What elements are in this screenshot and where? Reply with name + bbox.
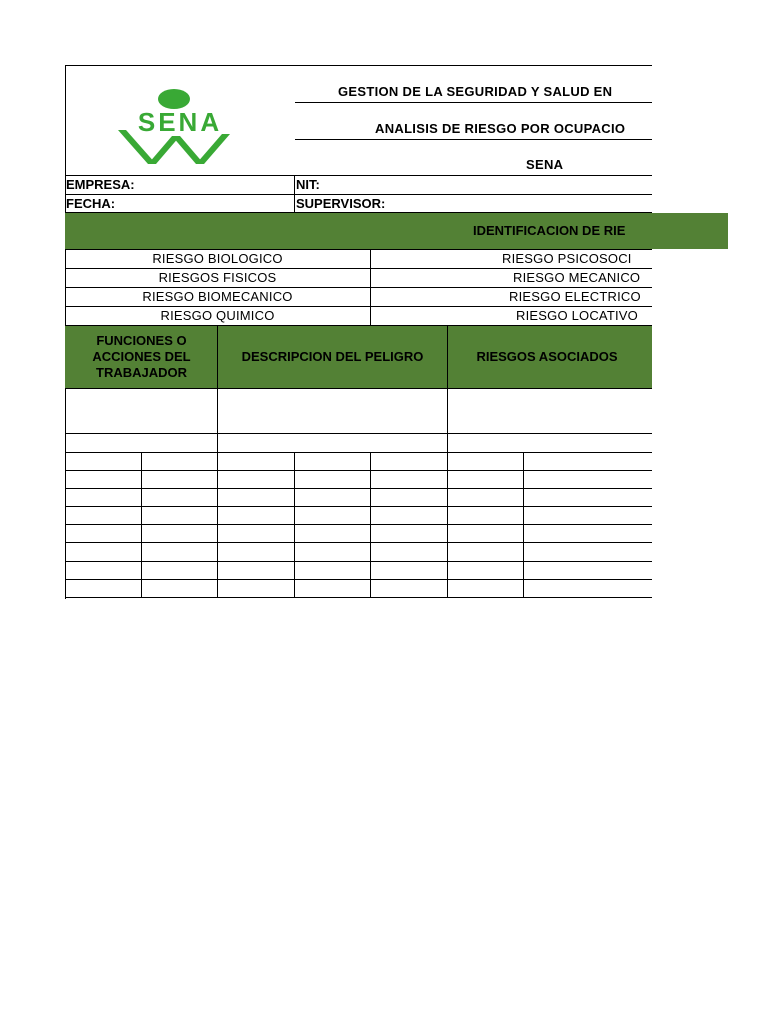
grid-row-7	[65, 579, 652, 580]
svg-text:SENA: SENA	[137, 107, 223, 137]
grid-col-3	[294, 452, 295, 598]
body-divider-2	[447, 388, 448, 452]
fecha-label: FECHA:	[66, 196, 116, 211]
header-divider-1	[217, 326, 218, 388]
col-header-riesgos: RIESGOS ASOCIADOS	[476, 349, 618, 364]
grid-col-5	[447, 452, 448, 598]
body-line-1	[65, 433, 652, 434]
grid-col-4	[370, 452, 371, 598]
grid-row-2	[65, 488, 652, 489]
grid-col-2	[217, 452, 218, 598]
header-divider-2	[447, 326, 448, 388]
risk-top-line	[65, 249, 652, 250]
title-underline-1	[295, 102, 652, 103]
header-bottom-line	[65, 388, 652, 389]
info-divider	[294, 175, 295, 213]
sheet-top-border	[65, 65, 652, 66]
risk-right-4: RIESGO LOCATIVO	[516, 308, 638, 323]
grid-col-6	[523, 452, 524, 598]
grid-row-3	[65, 506, 652, 507]
identification-band-overflow	[652, 213, 728, 249]
risk-divider	[370, 249, 371, 326]
risk-line-3	[65, 306, 652, 307]
nit-label: NIT:	[296, 177, 320, 192]
risk-left-3: RIESGO BIOMECANICO	[142, 289, 293, 304]
body-line-2	[65, 452, 652, 453]
supervisor-label: SUPERVISOR:	[296, 196, 386, 211]
form-title-3: SENA	[526, 157, 564, 172]
risk-left-4: RIESGO QUIMICO	[160, 308, 275, 323]
info-mid-line	[65, 194, 652, 195]
col-header-descripcion: DESCRIPCION DEL PELIGRO	[241, 349, 424, 364]
sena-logo	[112, 86, 248, 170]
grid-row-4	[65, 524, 652, 525]
form-title-1: GESTION DE LA SEGURIDAD Y SALUD EN	[338, 84, 613, 99]
risk-line-1	[65, 268, 652, 269]
grid-row-5	[65, 542, 652, 543]
risk-right-2: RIESGO MECANICO	[513, 270, 641, 285]
grid-row-6	[65, 561, 652, 562]
info-top-line	[65, 175, 652, 176]
col-header-funciones: FUNCIONES O ACCIONES DEL TRABAJADOR	[92, 333, 191, 380]
grid-row-8	[65, 597, 652, 598]
grid-col-1	[141, 452, 142, 598]
grid-row-1	[65, 470, 652, 471]
risk-line-2	[65, 287, 652, 288]
risk-right-1: RIESGO PSICOSOCI	[502, 251, 632, 266]
empresa-label: EMPRESA:	[66, 177, 135, 192]
risk-left-1: RIESGO BIOLOGICO	[152, 251, 283, 266]
risk-left-2: RIESGOS FISICOS	[158, 270, 277, 285]
title-underline-2	[295, 139, 652, 140]
risk-right-3: RIESGO ELECTRICO	[509, 289, 641, 304]
body-divider-1	[217, 388, 218, 452]
identification-title: IDENTIFICACION DE RIE	[473, 223, 626, 238]
form-title-2: ANALISIS DE RIESGO POR OCUPACIO	[375, 121, 626, 136]
